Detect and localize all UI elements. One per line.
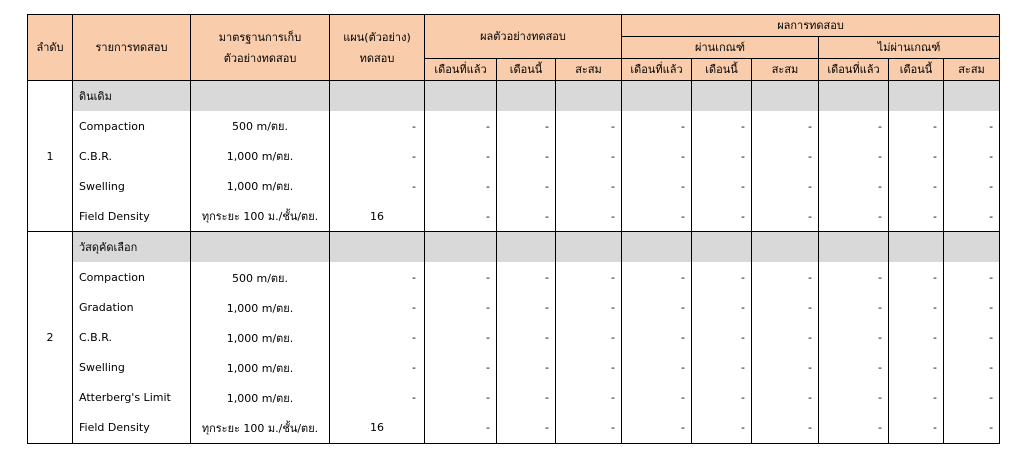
result-value: - (692, 201, 752, 232)
result-value: - (944, 353, 1000, 383)
sampling-standard: ทุกระยะ 100 ม./ชั้น/ตย. (191, 201, 330, 232)
result-value: - (752, 201, 819, 232)
result-value: - (622, 141, 692, 171)
category-cell (425, 81, 497, 112)
header-fail-cumulative: สะสม (944, 59, 1000, 81)
result-value: - (819, 171, 889, 201)
result-value: - (622, 413, 692, 444)
result-value: - (819, 353, 889, 383)
result-value: - (752, 413, 819, 444)
result-value: - (556, 141, 622, 171)
header-item: รายการทดสอบ (73, 15, 191, 81)
category-cell (819, 232, 889, 263)
result-value: - (752, 171, 819, 201)
header-order: ลำดับ (28, 15, 73, 81)
result-value: - (752, 111, 819, 141)
plan-value: 16 (330, 413, 425, 444)
result-value: - (622, 262, 692, 292)
result-value: - (425, 413, 497, 444)
plan-value: - (330, 262, 425, 292)
header-fail-last-month: เดือนที่แล้ว (819, 59, 889, 81)
result-value: - (497, 141, 556, 171)
result-value: - (556, 323, 622, 353)
category-cell (425, 232, 497, 263)
result-value: - (556, 293, 622, 323)
result-value: - (944, 111, 1000, 141)
result-value: - (497, 353, 556, 383)
plan-value: - (330, 111, 425, 141)
header-sample-results: ผลตัวอย่างทดสอบ (425, 15, 622, 59)
result-value: - (497, 323, 556, 353)
result-value: - (497, 201, 556, 232)
plan-value: - (330, 141, 425, 171)
result-value: - (692, 111, 752, 141)
result-value: - (622, 353, 692, 383)
result-value: - (622, 293, 692, 323)
result-value: - (752, 293, 819, 323)
result-value: - (692, 383, 752, 413)
plan-value: - (330, 383, 425, 413)
result-value: - (556, 171, 622, 201)
result-value: - (752, 383, 819, 413)
plan-value: - (330, 323, 425, 353)
result-value: - (819, 413, 889, 444)
result-value: - (497, 413, 556, 444)
plan-value: - (330, 353, 425, 383)
result-value: - (944, 201, 1000, 232)
test-results-table (27, 14, 1000, 444)
header-test-results: ผลการทดสอบ (622, 15, 1000, 37)
table-row (28, 293, 1000, 323)
sampling-standard: 1,000 m/ตย. (191, 353, 330, 383)
result-value: - (944, 413, 1000, 444)
result-value: - (556, 413, 622, 444)
result-value: - (944, 262, 1000, 292)
result-value: - (692, 141, 752, 171)
result-value: - (944, 293, 1000, 323)
sampling-standard: 500 m/ตย. (191, 111, 330, 141)
result-value: - (692, 353, 752, 383)
result-value: - (692, 171, 752, 201)
category-row (28, 81, 1000, 112)
result-value: - (692, 293, 752, 323)
header-pass-last-month: เดือนที่แล้ว (622, 59, 692, 81)
result-value: - (752, 141, 819, 171)
result-value: - (944, 383, 1000, 413)
result-value: - (819, 293, 889, 323)
header-fail: ไม่ผ่านเกณฑ์ (819, 37, 1000, 59)
test-item-name: Swelling (73, 353, 191, 383)
table-row (28, 262, 1000, 292)
result-value: - (752, 262, 819, 292)
category-cell (497, 232, 556, 263)
result-value: - (752, 353, 819, 383)
category-label: ดินเดิม (73, 81, 191, 112)
result-value: - (425, 323, 497, 353)
table-row (28, 201, 1000, 232)
category-row (28, 232, 1000, 263)
result-value: - (497, 111, 556, 141)
order-number: 2 (28, 232, 73, 444)
result-value: - (889, 171, 944, 201)
category-cell (556, 232, 622, 263)
table-body (28, 81, 1000, 444)
result-value: - (819, 201, 889, 232)
test-item-name: Atterberg's Limit (73, 383, 191, 413)
header-fail-this-month: เดือนนี้ (889, 59, 944, 81)
result-value: - (425, 201, 497, 232)
result-value: - (425, 141, 497, 171)
result-value: - (889, 201, 944, 232)
category-cell (944, 81, 1000, 112)
sampling-standard: 1,000 m/ตย. (191, 293, 330, 323)
result-value: - (889, 262, 944, 292)
result-value: - (889, 141, 944, 171)
result-value: - (425, 383, 497, 413)
header-pass-this-month: เดือนนี้ (692, 59, 752, 81)
result-value: - (425, 171, 497, 201)
result-value: - (819, 383, 889, 413)
order-number: 1 (28, 81, 73, 232)
table-row (28, 171, 1000, 201)
table-row (28, 141, 1000, 171)
result-value: - (425, 293, 497, 323)
result-value: - (889, 323, 944, 353)
category-label: วัสดุคัดเลือก (73, 232, 191, 263)
plan-value: 16 (330, 201, 425, 232)
sampling-standard: 1,000 m/ตย. (191, 171, 330, 201)
result-value: - (497, 293, 556, 323)
table-row (28, 413, 1000, 444)
result-value: - (556, 353, 622, 383)
result-value: - (944, 141, 1000, 171)
test-item-name: Compaction (73, 111, 191, 141)
result-value: - (556, 262, 622, 292)
result-value: - (889, 383, 944, 413)
result-value: - (944, 323, 1000, 353)
result-value: - (819, 111, 889, 141)
category-cell (497, 81, 556, 112)
result-value: - (622, 111, 692, 141)
header-cumulative: สะสม (556, 59, 622, 81)
result-value: - (556, 383, 622, 413)
category-cell (752, 232, 819, 263)
result-value: - (889, 413, 944, 444)
category-cell (622, 81, 692, 112)
result-value: - (944, 171, 1000, 201)
category-cell (191, 232, 330, 263)
table-row (28, 323, 1000, 353)
test-item-name: Compaction (73, 262, 191, 292)
result-value: - (692, 262, 752, 292)
result-value: - (425, 111, 497, 141)
category-cell (944, 232, 1000, 263)
result-value: - (425, 262, 497, 292)
result-value: - (819, 262, 889, 292)
result-value: - (819, 323, 889, 353)
result-value: - (556, 111, 622, 141)
plan-value: - (330, 171, 425, 201)
header-pass: ผ่านเกณฑ์ (622, 37, 819, 59)
table-row (28, 353, 1000, 383)
sampling-standard: 1,000 m/ตย. (191, 323, 330, 353)
result-value: - (889, 111, 944, 141)
table-row (28, 111, 1000, 141)
header-standard: มาตรฐานการเก็บตัวอย่างทดสอบ (191, 15, 330, 81)
result-value: - (752, 323, 819, 353)
category-cell (889, 81, 944, 112)
header-this-month: เดือนนี้ (497, 59, 556, 81)
category-cell (191, 81, 330, 112)
result-value: - (497, 171, 556, 201)
result-value: - (622, 201, 692, 232)
category-cell (819, 81, 889, 112)
result-value: - (497, 383, 556, 413)
header-pass-cumulative: สะสม (752, 59, 819, 81)
category-cell (752, 81, 819, 112)
plan-value: - (330, 293, 425, 323)
result-value: - (692, 323, 752, 353)
test-item-name: Gradation (73, 293, 191, 323)
category-cell (330, 81, 425, 112)
test-item-name: C.B.R. (73, 323, 191, 353)
result-value: - (425, 353, 497, 383)
result-value: - (497, 262, 556, 292)
result-value: - (556, 201, 622, 232)
sampling-standard: 1,000 m/ตย. (191, 141, 330, 171)
sampling-standard: ทุกระยะ 100 ม./ชั้น/ตย. (191, 413, 330, 444)
sampling-standard: 500 m/ตย. (191, 262, 330, 292)
category-cell (556, 81, 622, 112)
result-value: - (622, 171, 692, 201)
test-item-name: C.B.R. (73, 141, 191, 171)
test-item-name: Field Density (73, 413, 191, 444)
sampling-standard: 1,000 m/ตย. (191, 383, 330, 413)
result-value: - (889, 353, 944, 383)
category-cell (889, 232, 944, 263)
header-plan: แผน(ตัวอย่าง) ทดสอบ (330, 15, 425, 81)
result-value: - (819, 141, 889, 171)
test-item-name: Swelling (73, 171, 191, 201)
result-value: - (622, 383, 692, 413)
category-cell (692, 81, 752, 112)
table-row (28, 383, 1000, 413)
category-cell (330, 232, 425, 263)
header-last-month: เดือนที่แล้ว (425, 59, 497, 81)
category-cell (692, 232, 752, 263)
result-value: - (622, 323, 692, 353)
test-item-name: Field Density (73, 201, 191, 232)
category-cell (622, 232, 692, 263)
result-value: - (692, 413, 752, 444)
result-value: - (889, 293, 944, 323)
